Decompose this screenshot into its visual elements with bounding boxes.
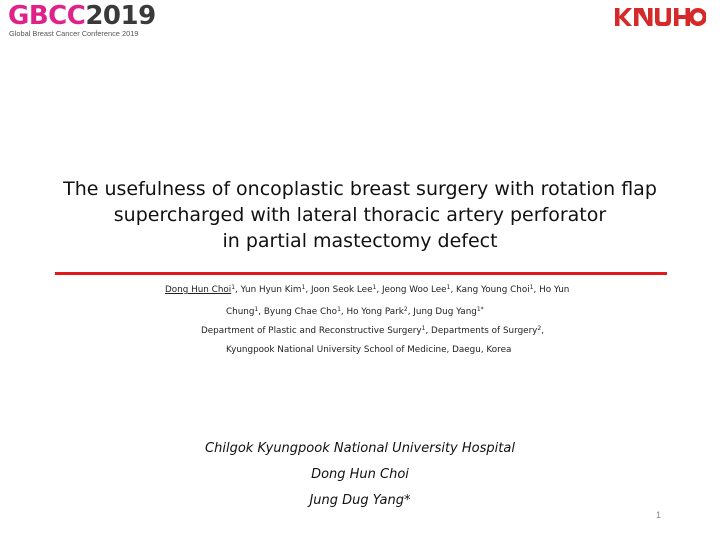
author-name: Jung Dug Yang — [413, 307, 477, 317]
gbcc-logo-subtitle: Global Breast Cancer Conference 2019 — [9, 29, 139, 38]
author-sup: 1 — [372, 284, 377, 291]
author-name: Byung Chae Cho — [263, 307, 338, 317]
author-sup: 1 — [446, 284, 451, 291]
page-number: 1 — [656, 510, 662, 520]
author-name: Chung — [226, 307, 255, 317]
slide-title — [0, 176, 720, 254]
author-sup: 1 — [231, 284, 236, 291]
author-name: Jeong Woo Lee — [381, 285, 447, 295]
title-divider — [55, 272, 667, 275]
author-name: Kang Young Choi — [456, 285, 530, 295]
author-name: Ho Yun — [539, 285, 570, 295]
author-name: Joon Seok Lee — [310, 285, 373, 295]
presenter-name: Dong Hun Choi — [311, 467, 409, 482]
affiliation-line-2: Kyungpook National University School of Medicine, Daegu, Korea — [226, 345, 512, 355]
author-name: Yun Hyun Kim — [240, 285, 302, 295]
presenter-info — [0, 438, 720, 516]
author-sup: 1 — [254, 306, 259, 313]
authors-line-2: Chung$^1$, Byung Chae Cho$^1$, Ho Yong Park$^2$, Jung Dug Yang$^{1*}$ — [226, 306, 484, 317]
gbcc-logo — [8, 2, 158, 40]
affiliation-text: , — [541, 326, 545, 336]
affiliation-text: Department of Plastic and Reconstructive Surgery — [201, 326, 422, 336]
knuh-logo — [614, 2, 706, 32]
gbcc-logo-year: 2019 — [85, 1, 156, 31]
affiliation-sup: 1 — [421, 325, 426, 332]
author-sup: 2 — [403, 306, 408, 313]
affiliation-text: , Departments of Surgery — [425, 326, 538, 336]
presenter-author: Dong Hun Choi — [165, 285, 232, 295]
title-line-2: supercharged with lateral thoracic artery perforator — [113, 204, 607, 226]
affiliation-sup: 2 — [537, 325, 542, 332]
title-line-1: The usefulness of oncoplastic breast surgery with rotation flap — [63, 178, 657, 200]
affiliation-line-1 — [201, 325, 544, 336]
gbcc-logo-wordmark — [8, 2, 156, 30]
hospital-name: Chilgok Kyungpook National University Hospital — [205, 441, 515, 456]
author-name: Ho Yong Park — [346, 307, 404, 317]
corresponding-author: Jung Dug Yang* — [309, 493, 411, 508]
title-line-3: in partial mastectomy defect — [222, 230, 498, 252]
gbcc-logo-text: GBCC — [8, 1, 86, 31]
author-sup: 1 — [529, 284, 534, 291]
author-sup: 1 — [337, 306, 341, 313]
author-sup: 1* — [476, 306, 484, 313]
authors-line-1: Dong Hun Choi$^1$, Yun Hyun Kim$^1$, Joon Seok Lee$^1$, Jeong Woo Lee$^1$, Kang Young Choi$^1$, Ho Yun — [165, 284, 570, 295]
author-sup: 1 — [301, 284, 306, 291]
